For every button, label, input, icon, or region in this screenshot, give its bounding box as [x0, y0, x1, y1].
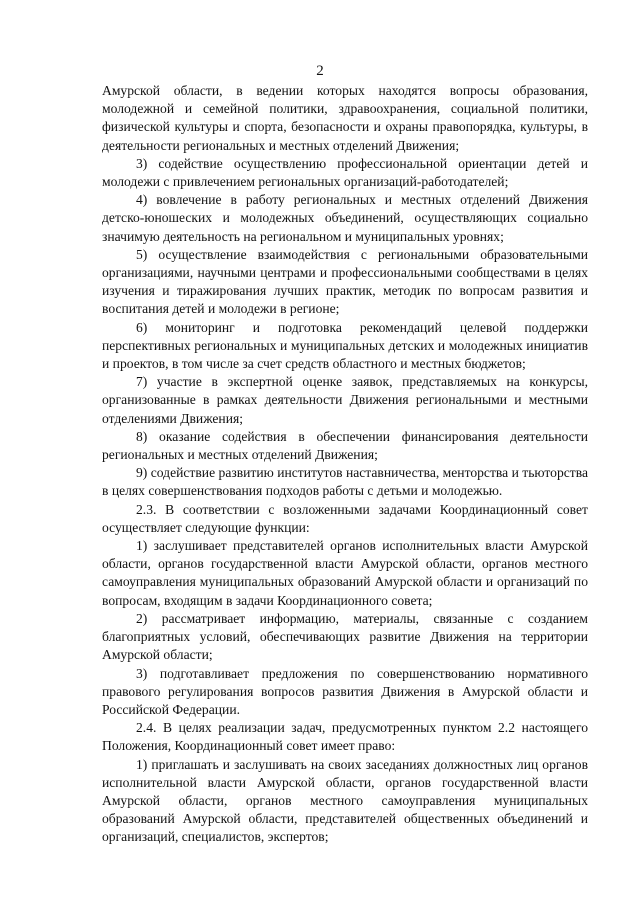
- paragraph-item-4: 4) вовлечение в работу региональных и местных отделений Движения детско-юношеских и молодежных объединений, осуществляющих социально значимую деятельность на региональном и муниципальных уровнях;: [102, 192, 588, 244]
- document-body: [102, 82, 588, 847]
- paragraph-section-2-3: 2.3. В соответствии с возложенными задачами Координационный совет осуществляет следующие функции:: [102, 501, 588, 535]
- paragraph-section-2-4: 2.4. В целях реализации задач, предусмотренных пунктом 2.2 настоящего Положения, Координационный совет имеет право:: [102, 720, 588, 754]
- paragraph-item-3: 3) содействие осуществлению профессиональной ориентации детей и молодежи с привлечением региональных организаций-работодателей;: [102, 155, 588, 190]
- paragraph-item-9: 9) содействие развитию институтов наставничества, менторства и тьюторства в целях совершенствования подходов работы с детьми и молодежью.: [102, 465, 588, 499]
- paragraph-continuation: Амурской области, в ведении которых находятся вопросы образования, молодежной и семейной политики, здравоохранения, социальной политики, физической культуры и спорта, безопасности и охраны правопорядка, культуры, в деятельности региональных и местных отделений Движения;: [102, 83, 588, 153]
- page-number: 2: [316, 63, 324, 79]
- paragraph-function-2: 2) рассматривает информацию, материалы, связанные с созданием благоприятных условий, обеспечивающих развитие Движения на территории Амурской области;: [102, 610, 588, 663]
- paragraph-function-1: 1) заслушивает представителей органов исполнительных власти Амурской области, органов государственной власти Амурской области, органов местного самоуправления муниципальных образований Амурской области и организаций по вопросам, входящим в задачи Координационного совета;: [102, 538, 588, 608]
- paragraph-item-7: 7) участие в экспертной оценке заявок, представляемых на конкурсы, организованные в рамках деятельности Движения региональными и местными отделениями Движения;: [102, 374, 588, 426]
- paragraph-right-1: 1) приглашать и заслушивать на своих заседаниях должностных лиц органов исполнительной власти Амурской области, органов государственной власти Амурской области, органов местного самоуправления муниципальных образований Амурской области, представителей общественных объединений и организаций, специалистов, экспертов;: [102, 756, 588, 845]
- paragraph-function-3: 3) подготавливает предложения по совершенствованию нормативного правового регулирования вопросов развития Движения в Амурской области и Российской Федерации.: [102, 665, 588, 717]
- paragraph-item-5: 5) осуществление взаимодействия с региональными образовательными организациями, научными центрами и профессиональными сообществами в целях изучения и тиражирования лучших практик, методик по вопросам развития и воспитания детей и молодежи в регионе;: [102, 246, 588, 317]
- paragraph-item-8: 8) оказание содействия в обеспечении финансирования деятельности региональных и местных отделений Движения;: [102, 428, 588, 463]
- paragraph-item-6: 6) мониторинг и подготовка рекомендаций целевой поддержки перспективных региональных и муниципальных детских и молодежных инициатив и проектов, в том числе за счет средств областного и местных бюджетов;: [102, 319, 588, 372]
